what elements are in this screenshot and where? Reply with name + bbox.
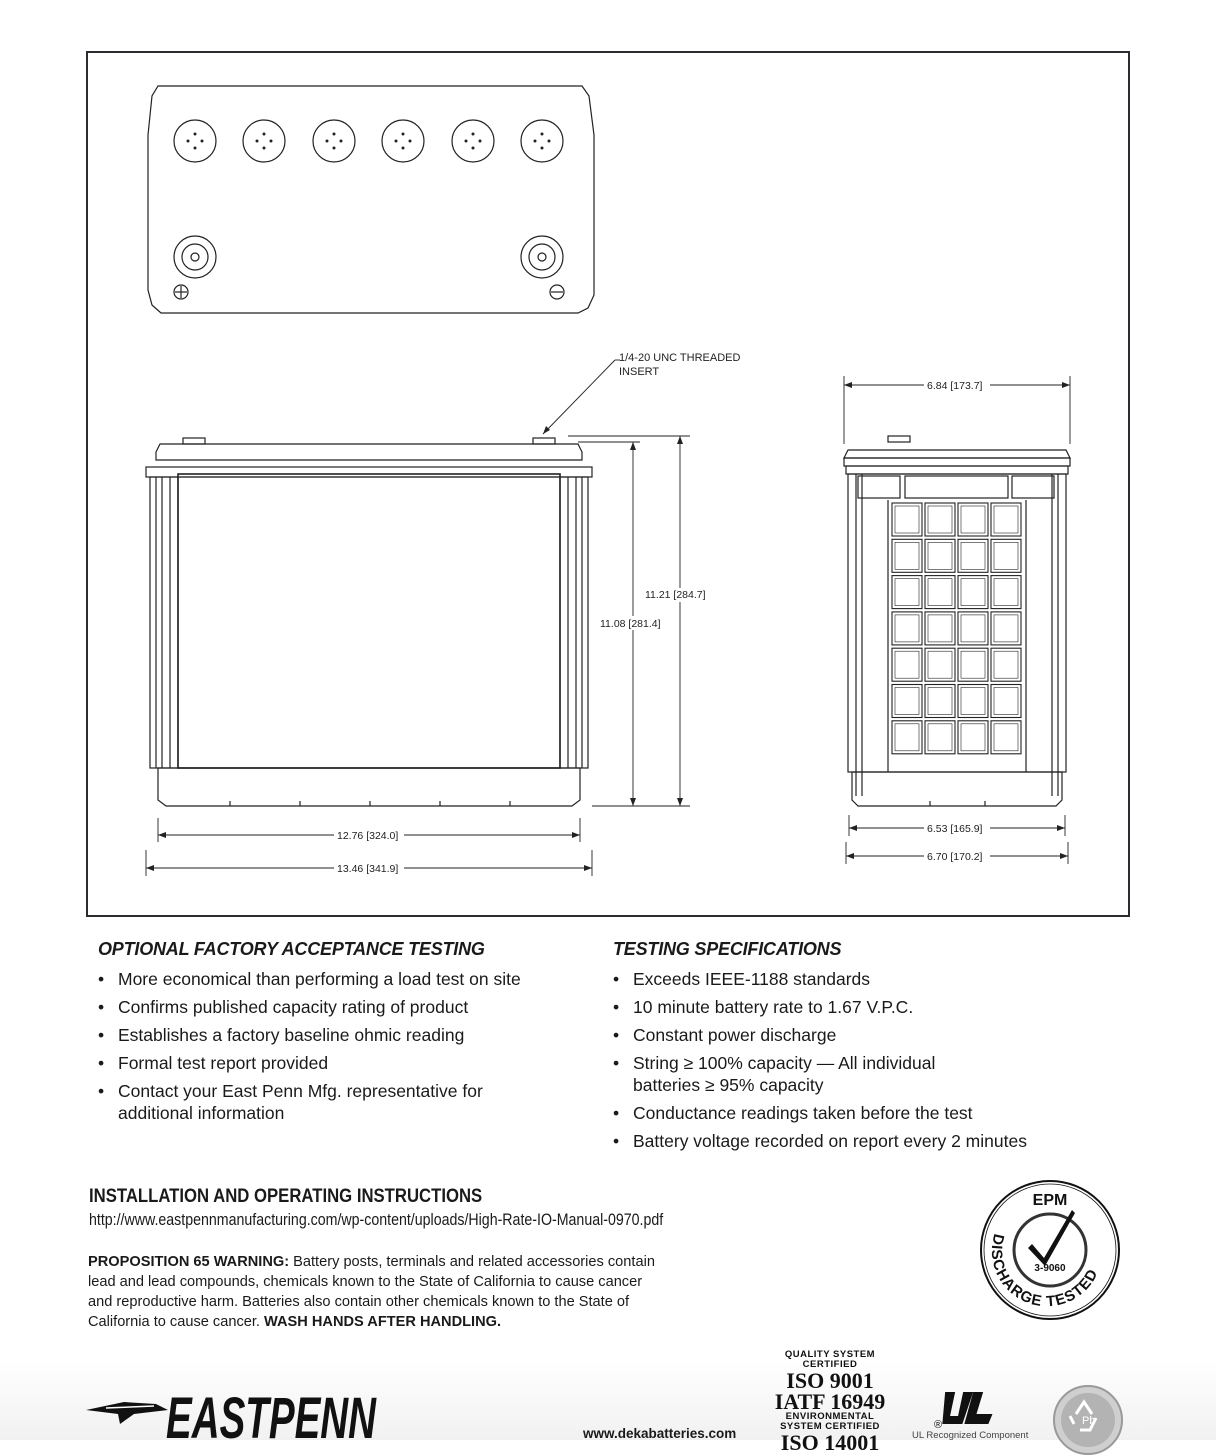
side-cell xyxy=(958,539,988,572)
side-cell-inner xyxy=(994,506,1018,533)
side-cell-inner xyxy=(895,506,919,533)
list-item: • Exceeds IEEE-1188 standards xyxy=(613,968,1113,990)
dim-front-width-inner: 12.76 [324.0] xyxy=(337,830,399,842)
list-item: • Conductance readings taken before the test xyxy=(613,1102,1113,1124)
list-item: • More economical than performing a load test on site xyxy=(98,968,598,990)
top-view xyxy=(148,86,594,313)
svg-text:®: ® xyxy=(934,1419,943,1431)
side-cell xyxy=(958,721,988,754)
side-cell xyxy=(958,612,988,645)
side-cell xyxy=(925,576,955,609)
side-cell xyxy=(991,612,1021,645)
callout-line2: INSERT xyxy=(619,366,660,378)
ul-mark-icon xyxy=(934,1388,1004,1430)
side-cell-inner xyxy=(994,651,1018,678)
brand-wordmark: EASTPENN xyxy=(166,1386,377,1451)
side-cell-inner xyxy=(895,688,919,715)
side-cell-inner xyxy=(895,579,919,606)
dim-front-height-outer: 11.21 [284.7] xyxy=(645,589,706,601)
side-cell xyxy=(958,503,988,536)
ul-caption: UL Recognized Component xyxy=(912,1430,1029,1441)
dim-front-height-inner: 11.08 [281.4] xyxy=(600,618,661,630)
list-item: • 10 minute battery rate to 1.67 V.P.C. xyxy=(613,996,1113,1018)
testing-list xyxy=(613,968,1113,1152)
acceptance-list xyxy=(98,968,598,1124)
seal-arc-text: DISCHARGE TESTED xyxy=(987,1232,1102,1311)
side-cell xyxy=(892,721,922,754)
side-cell xyxy=(991,503,1021,536)
list-item: • Confirms published capacity rating of product xyxy=(98,996,598,1018)
side-cell-inner xyxy=(895,615,919,642)
list-item: • Formal test report provided xyxy=(98,1052,598,1074)
side-cell xyxy=(892,648,922,681)
prop65-emphasis: WASH HANDS AFTER HANDLING. xyxy=(264,1314,502,1330)
side-cell-inner xyxy=(928,579,952,606)
side-cell xyxy=(925,539,955,572)
side-cell-inner xyxy=(928,615,952,642)
discharge-tested-seal xyxy=(976,1180,1124,1320)
iso-line2: CERTIFIED xyxy=(802,1359,858,1370)
side-cell xyxy=(925,612,955,645)
callout-line1: 1/4-20 UNC THREADED xyxy=(619,352,741,364)
vent-caps xyxy=(174,120,563,162)
side-cell xyxy=(991,721,1021,754)
ship-icon xyxy=(86,1402,168,1424)
side-cell-inner xyxy=(961,506,985,533)
dim-side-bottom-inner: 6.53 [165.9] xyxy=(927,823,983,835)
list-item: • Establishes a factory baseline ohmic reading xyxy=(98,1024,598,1046)
side-cell xyxy=(892,612,922,645)
list-item: • String ≥ 100% capacity — All individual batteries ≥ 95% capacity xyxy=(613,1052,963,1096)
side-cell-inner xyxy=(895,542,919,569)
front-dimension-labels xyxy=(334,352,740,875)
side-cell-inner xyxy=(961,724,985,751)
side-cell-inner xyxy=(994,688,1018,715)
iso-line1: QUALITY SYSTEM xyxy=(784,1349,876,1360)
side-cell xyxy=(991,648,1021,681)
side-cell-inner xyxy=(994,724,1018,751)
seal-top-text: EPM xyxy=(1032,1192,1068,1209)
side-cell-inner xyxy=(994,542,1018,569)
side-cell-inner xyxy=(928,688,952,715)
pb-label: Pb xyxy=(1082,1415,1096,1427)
side-cell-inner xyxy=(961,651,985,678)
dim-side-top-width: 6.84 [173.7] xyxy=(927,380,983,392)
eastpenn-logo xyxy=(84,1380,384,1451)
side-cell-inner xyxy=(895,651,919,678)
iso-certification-block xyxy=(768,1350,892,1453)
prop65-text: Battery posts, terminals and related accessories contain lead and lead compounds, chemicals known to the State of California to cause cancer and reproductive harm. Batteries also contain other chemicals known to the State of California to cause cancer. xyxy=(88,1254,655,1330)
side-cell xyxy=(991,576,1021,609)
side-cell-inner xyxy=(961,542,985,569)
side-cell-inner xyxy=(928,651,952,678)
list-item: • Constant power discharge xyxy=(613,1024,1113,1046)
side-cell-inner xyxy=(994,579,1018,606)
installation-title: INSTALLATION AND OPERATING INSTRUCTIONS xyxy=(89,1186,483,1207)
side-cell xyxy=(892,685,922,718)
acceptance-section xyxy=(98,939,598,1130)
side-cell-inner xyxy=(961,615,985,642)
terminal-posts xyxy=(174,236,563,278)
dim-side-bottom-outer: 6.70 [170.2] xyxy=(927,851,983,863)
testing-section xyxy=(613,939,1113,1158)
side-cell xyxy=(991,539,1021,572)
side-cell xyxy=(892,503,922,536)
positive-marker-icon xyxy=(174,285,188,299)
installation-manual-link[interactable]: http://www.eastpennmanufacturing.com/wp-content/uploads/High-Rate-IO-Manual-0970.pdf xyxy=(89,1211,664,1229)
seal-code: 3-9060 xyxy=(1034,1263,1066,1274)
recycle-pb-icon xyxy=(1052,1384,1126,1440)
side-cell xyxy=(958,648,988,681)
prop65-warning xyxy=(88,1252,658,1332)
side-cell xyxy=(991,685,1021,718)
side-cell xyxy=(925,685,955,718)
side-cell xyxy=(958,576,988,609)
side-cell xyxy=(892,539,922,572)
side-view-grid xyxy=(892,503,1021,754)
side-cell-inner xyxy=(961,579,985,606)
dim-front-width-outer: 13.46 [341.9] xyxy=(337,863,399,875)
side-cell-inner xyxy=(928,542,952,569)
testing-title: TESTING SPECIFICATIONS xyxy=(613,939,842,959)
list-item: • Contact your East Penn Mfg. representative for additional information xyxy=(98,1080,518,1124)
iso-line3: ENVIRONMENTAL xyxy=(785,1411,875,1422)
side-cell xyxy=(892,576,922,609)
iso-14001: ISO 14001 xyxy=(780,1430,880,1455)
front-view xyxy=(146,438,592,806)
side-cell-inner xyxy=(961,688,985,715)
iso-9001: ISO 9001 xyxy=(786,1368,874,1393)
side-cell-inner xyxy=(895,724,919,751)
negative-marker-icon xyxy=(550,285,564,299)
iatf-16949: IATF 16949 xyxy=(774,1389,886,1414)
iso-line4: SYSTEM CERTIFIED xyxy=(780,1421,880,1432)
side-cell xyxy=(925,721,955,754)
side-dimension-labels xyxy=(924,378,990,863)
website-link[interactable]: www.dekabatteries.com xyxy=(583,1426,737,1441)
prop65-label: PROPOSITION 65 WARNING: xyxy=(88,1254,290,1270)
side-cell-inner xyxy=(928,724,952,751)
side-cell-inner xyxy=(994,615,1018,642)
acceptance-title: OPTIONAL FACTORY ACCEPTANCE TESTING xyxy=(98,939,485,959)
list-item: • Battery voltage recorded on report every 2 minutes xyxy=(613,1130,1113,1152)
side-view xyxy=(844,436,1070,806)
side-cell xyxy=(925,648,955,681)
side-cell xyxy=(925,503,955,536)
side-cell-inner xyxy=(928,506,952,533)
side-dimensions xyxy=(844,376,1070,864)
side-cell xyxy=(958,685,988,718)
